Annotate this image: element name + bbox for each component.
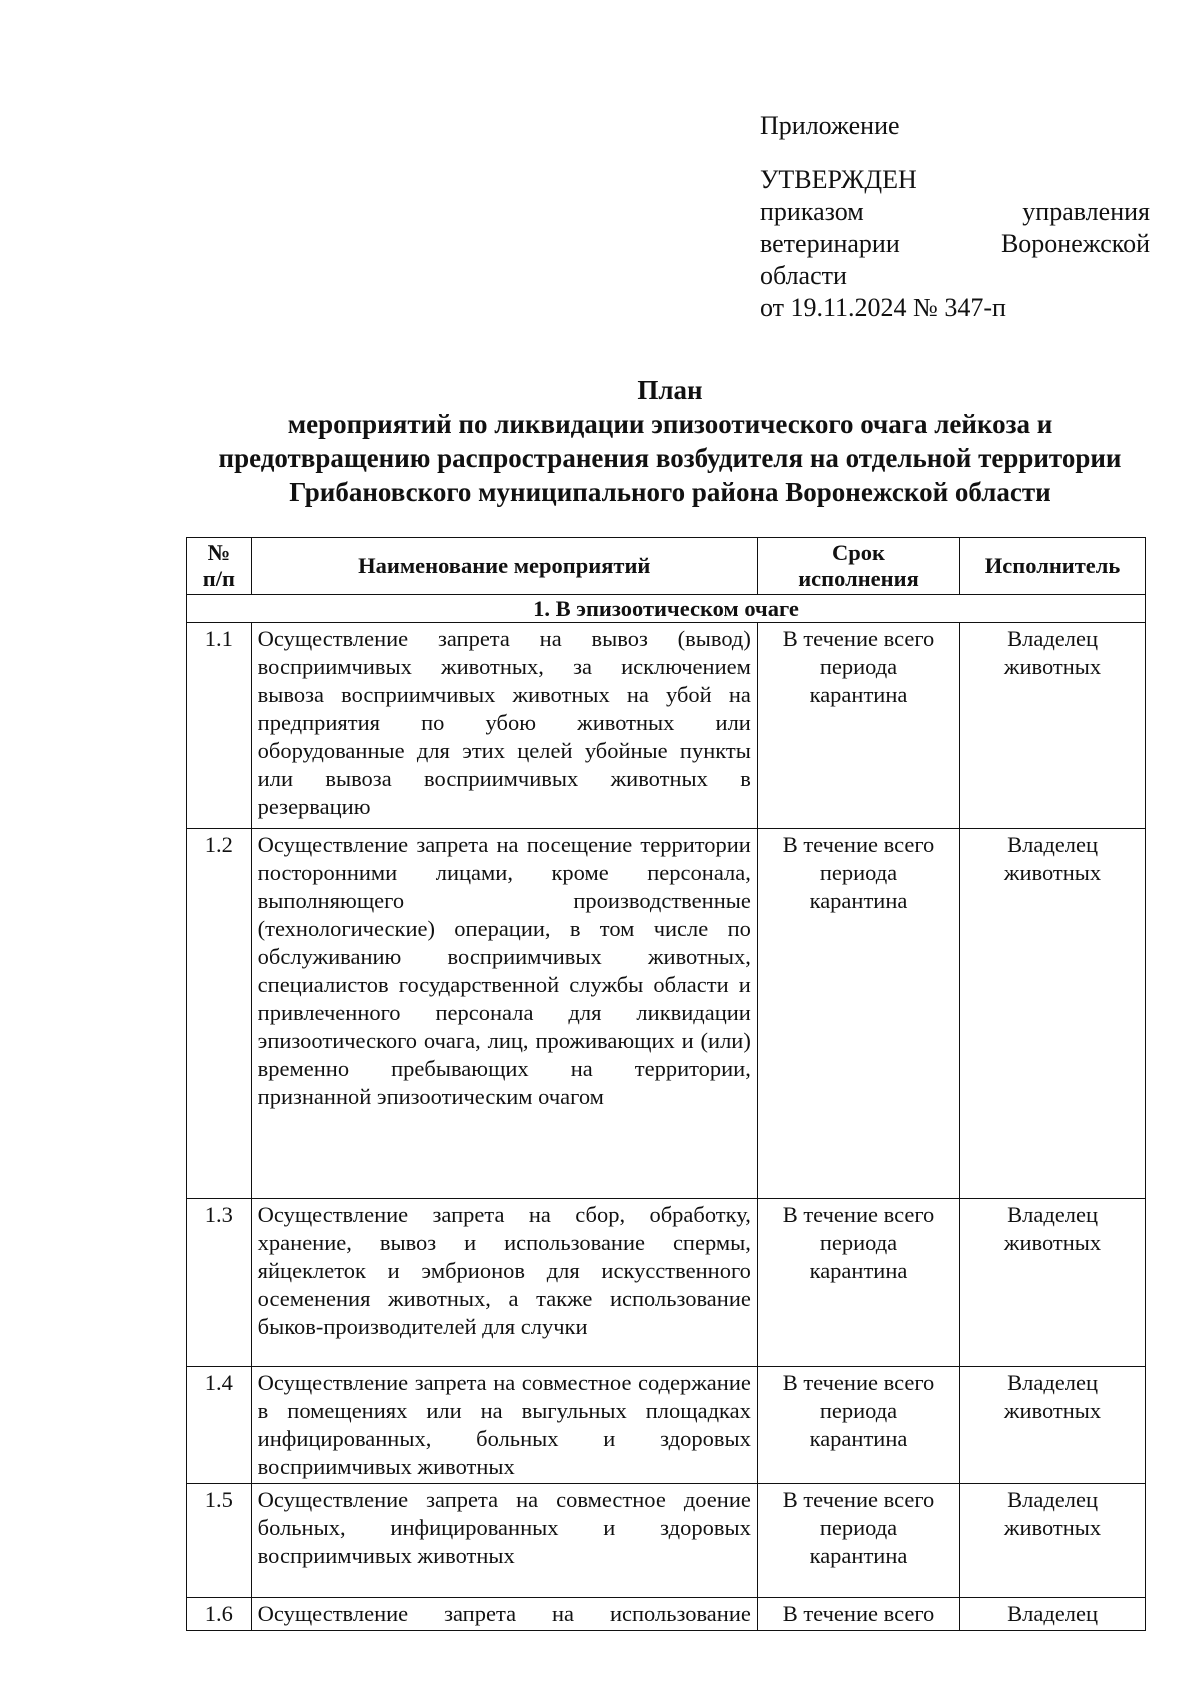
row-executor-line1: Владелец [1007, 1601, 1099, 1626]
row-executor-line2: животных [1003, 860, 1102, 885]
row-number: 1.2 [187, 829, 252, 1199]
approval-vet-line [760, 228, 1150, 260]
appendix-label: Приложение [760, 111, 900, 140]
title-line-3: предотвращению распространения возбудителя на отдельной территории [218, 443, 1122, 473]
table-row [187, 1367, 1146, 1484]
table-row [187, 829, 1146, 1199]
title-line-1: План [637, 375, 703, 405]
approval-date-number: от 19.11.2024 № 347-п [760, 293, 1006, 322]
plan-table [186, 537, 1146, 1631]
row-number: 1.3 [187, 1199, 252, 1367]
approved-label: УТВЕРЖДЕН [760, 165, 917, 194]
row-term-line2: периода [819, 1515, 898, 1540]
table-row [187, 1484, 1146, 1598]
row-executor [960, 829, 1146, 1199]
row-term-line1: В течение всего [782, 832, 935, 857]
row-term-line2: периода [819, 654, 898, 679]
row-executor [960, 1598, 1146, 1631]
row-term-line1: В течение всего [782, 1370, 935, 1395]
row-executor-line1: Владелец [1007, 1370, 1099, 1395]
approval-oblast-line: области [760, 261, 847, 290]
document-title [140, 373, 1200, 509]
row-executor [960, 623, 1146, 829]
row-number: 1.1 [187, 623, 252, 829]
title-line-4: Грибановского муниципального района Воронежской области [289, 477, 1051, 507]
header-name: Наименование мероприятий [251, 538, 757, 595]
row-executor-line2: животных [1003, 1230, 1102, 1255]
row-term-line2: периода [819, 1230, 898, 1255]
header-term-line2: исполнения [798, 566, 919, 591]
row-measure: Осуществление запрета на совместное доение больных, инфицированных и здоровых восприимчивых животных [251, 1484, 757, 1598]
row-term-line3: карантина [809, 682, 908, 707]
approval-stamp [760, 110, 1150, 324]
table-row [187, 623, 1146, 829]
approval-vet-word: ветеринарии [760, 229, 900, 258]
approval-department-word: управления [1022, 197, 1150, 226]
approval-region-word: Воронежской [1000, 229, 1150, 258]
row-measure: Осуществление запрета на сбор, обработку, хранение, вывоз и использование спермы, яйцеклеток и эмбрионов для искусственного осеменения животных, а также использование быков-производителей для случки [251, 1199, 757, 1367]
section-title: 1. В эпизоотическом очаге [187, 595, 1146, 623]
row-term [757, 623, 959, 829]
header-term [757, 538, 959, 595]
approval-order-line [760, 196, 1150, 228]
row-number: 1.4 [187, 1367, 252, 1484]
row-term-line2: периода [819, 1398, 898, 1423]
row-executor-line2: животных [1003, 1515, 1102, 1540]
row-measure: Осуществление запрета на посещение территории посторонними лицами, кроме персонала, выполняющего производственные (технологические) операции, в том числе по обслуживанию восприимчивых животных, специалистов государственной службы области и привлеченного персонала для ликвидации эпизоотического очага, лиц, проживающих и (или) временно пребывающих на территории, признанной эпизоотическим очагом [251, 829, 757, 1199]
row-term [757, 1199, 959, 1367]
row-executor-line2: животных [1003, 654, 1102, 679]
row-executor-line1: Владелец [1007, 626, 1099, 651]
row-number: 1.5 [187, 1484, 252, 1598]
row-term-line3: карантина [809, 1258, 908, 1283]
row-term-line1: В течение всего [782, 1601, 935, 1626]
row-executor-line1: Владелец [1007, 1487, 1099, 1512]
row-term-line3: карантина [809, 1543, 908, 1568]
header-num-symbol: № [207, 540, 231, 565]
row-measure: Осуществление запрета на совместное содержание в помещениях или на выгульных площадках инфицированных, больных и здоровых восприимчивых животных [251, 1367, 757, 1484]
approval-order-word: приказом [760, 197, 864, 226]
row-term-line3: карантина [809, 888, 908, 913]
row-term-line3: карантина [809, 1426, 908, 1451]
row-term-line1: В течение всего [782, 1487, 935, 1512]
row-term-line1: В течение всего [782, 626, 935, 651]
row-executor [960, 1367, 1146, 1484]
table-row [187, 1199, 1146, 1367]
table-row [187, 1598, 1146, 1631]
row-executor-line2: животных [1003, 1398, 1102, 1423]
section-row [187, 595, 1146, 623]
row-executor [960, 1484, 1146, 1598]
header-term-line1: Срок [832, 540, 885, 565]
row-measure: Осуществление запрета на использование [251, 1598, 757, 1631]
table-header-row [187, 538, 1146, 595]
title-line-2: мероприятий по ликвидации эпизоотического очага лейкоза и [287, 409, 1053, 439]
header-executor: Исполнитель [960, 538, 1146, 595]
row-executor [960, 1199, 1146, 1367]
row-term-line1: В течение всего [782, 1202, 935, 1227]
row-executor-line1: Владелец [1007, 1202, 1099, 1227]
row-measure: Осуществление запрета на вывоз (вывод) восприимчивых животных, за исключением вывоза восприимчивых животных на убой на предприятия по убою животных или оборудованные для этих целей убойные пункты или вывоза восприимчивых животных в резервацию [251, 623, 757, 829]
row-term [757, 1367, 959, 1484]
row-number: 1.6 [187, 1598, 252, 1631]
row-term-line2: периода [819, 860, 898, 885]
row-term [757, 1484, 959, 1598]
row-term [757, 829, 959, 1199]
row-term [757, 1598, 959, 1631]
row-executor-line1: Владелец [1007, 832, 1099, 857]
header-num [187, 538, 252, 595]
header-num-abbr: п/п [202, 566, 235, 591]
